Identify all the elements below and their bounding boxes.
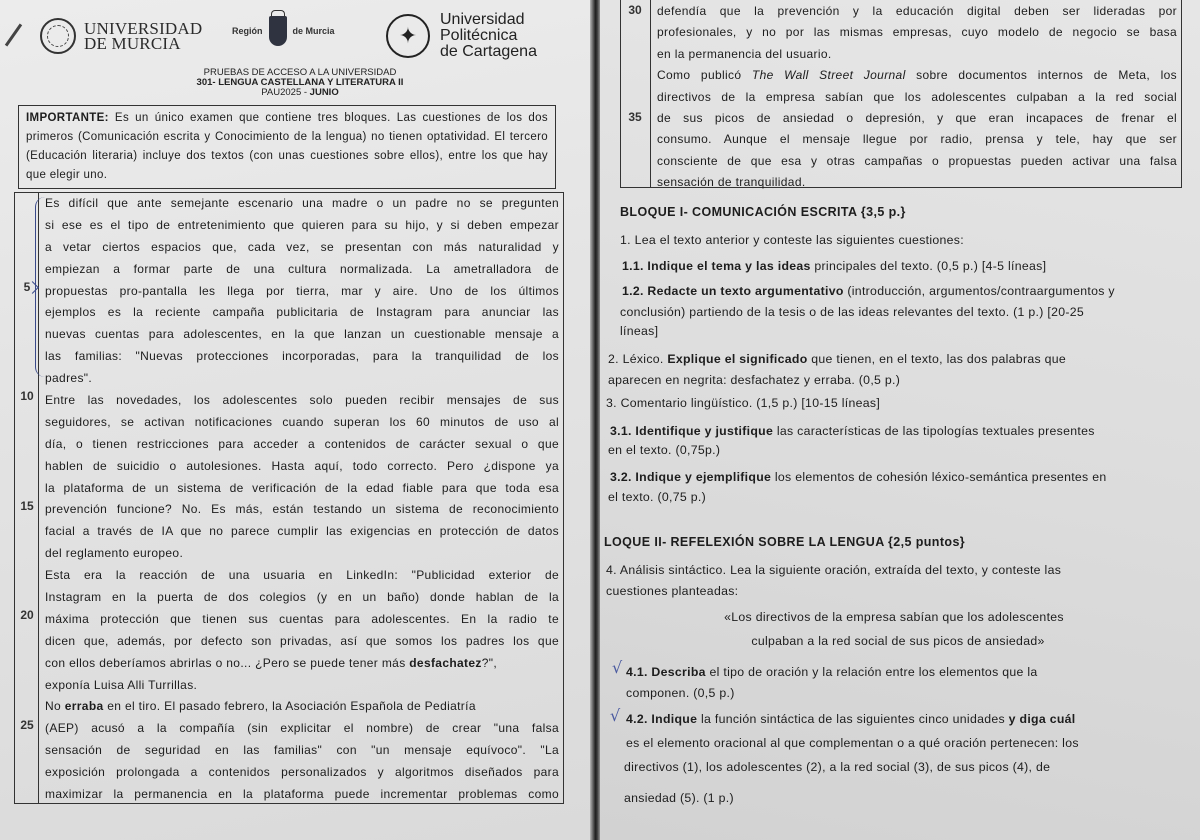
bold-word-erraba: erraba — [64, 699, 104, 714]
text-fragment: sobre documentos internos de Meta, los — [905, 68, 1177, 83]
logo-upct-line3: de Cartagena — [440, 43, 537, 60]
text-line: en la permanencia del usuario. — [657, 46, 832, 61]
text-fragment: en el tiro. El pasado febrero, la Asociación Española de Pediatría — [103, 699, 476, 714]
text-line: sensación de tranquilidad. — [657, 175, 806, 190]
question-3-1 — [610, 424, 1095, 438]
text-line: profesionales, y no por las mismas empresas, cuyo modelo de negocio se basa — [657, 25, 1177, 40]
q-bold: 4.2. Indique — [626, 712, 698, 726]
q-text: que tienen, en el texto, las dos palabras que — [807, 352, 1067, 366]
q-text: las características de las tipologías textuales presentes — [773, 424, 1095, 438]
question-2 — [608, 352, 1066, 366]
line-number: 5 — [23, 280, 31, 294]
text-line: día, o tienen restricciones para acceder a contenidos de carácter sexual o que — [45, 436, 559, 451]
text-line: defendía que la prevención y la educación digital deben ser lideradas por — [657, 4, 1177, 18]
q-bold: y diga cuál — [1008, 712, 1076, 726]
text-line: nuevas cuentas para adolescentes, en la que lanzan un cuestionable mensaje a — [45, 327, 559, 342]
notice-label: IMPORTANTE: — [26, 112, 109, 124]
logo-um-line2: DE MURCIA — [84, 34, 181, 53]
italic-wsj: The Wall Street Journal — [751, 68, 906, 83]
text-line: de sus picos de ansiedad o depresión, y que eran incapaces de frenar el — [657, 110, 1177, 125]
question-4-1 — [626, 665, 1038, 679]
text-line: prevención funcione? No. Es más, están testando un sistema de reconocimiento — [45, 502, 559, 517]
text-line: consciente de que esa y otras campañas o propuestas pueden activar una falsa — [657, 153, 1177, 168]
notice-text: Es un único examen que contiene tres bloques. Las cuestiones de los dos primeros (Comunicación escrita y Conocimiento de la lengua) no tienen optatividad. El tercero (Educación literaria) incluye dos textos (con unas cuestiones sobre ellos), entre los que hay que elegir uno. — [26, 112, 548, 181]
reading-text-lines — [41, 193, 559, 806]
text-fragment: No — [45, 699, 65, 714]
text-line: Instagram en la puerta de dos colegios (y en un baño) donde hablan de la — [45, 590, 559, 605]
line-number: 20 — [20, 608, 34, 622]
question-4-2 — [626, 712, 1076, 726]
exam-title-line2: 301- LENGUA CASTELLANA Y LITERATURA II — [196, 77, 404, 88]
logo-upct-line2: Politécnica — [440, 27, 518, 44]
text-line: empiezan a formar parte de una cultura normalizada. La ametralladora de — [45, 261, 559, 276]
question-1-2 — [622, 284, 1115, 298]
bloque2-heading: LOQUE II- REFELEXIÓN SOBRE LA LENGUA {2,5 puntos} — [604, 535, 966, 549]
line-number: 25 — [20, 718, 34, 732]
text-line: las familias: "Nuevas protecciones incorporadas, para la tranquilidad de los — [45, 349, 559, 364]
q-bold: Explique el significado — [667, 352, 808, 366]
question-1-2-line3: líneas] — [620, 324, 659, 338]
text-line: Esta era la reacción de una usuaria en LinkedIn: "Publicidad exterior de — [45, 568, 559, 583]
text-line: si ese es el tipo de entretenimiento que quieren para su hijo, y si deben empezar — [45, 217, 559, 232]
text-line: maximizar la permanencia en la plataforma puede incrementar problemas como — [45, 787, 559, 802]
question-3-2-line2: el texto. (0,75 p.) — [608, 490, 706, 504]
text-line: exposición prolongada a contenidos personalizados y algoritmos diseñados para — [45, 765, 559, 780]
text-line: seguidores, se activan notificaciones cuando superan los 60 minutos de uso al — [45, 414, 559, 429]
q-bold: 3.2. Indique y ejemplifique — [610, 470, 772, 484]
line-number-column — [621, 0, 651, 187]
text-fragment: con ellos deberíamos abrirlas o no... ¿Pero se puede tener más — [45, 655, 410, 670]
q-text: los elementos de cohesión léxico-semántica presentes en — [771, 470, 1107, 484]
text-line: sensación de seguridad en las familias" con "un mensaje equívoco". "La — [45, 743, 559, 758]
text-line: a vetar ciertos espacios que, cada vez, se presentan con más naturalidad y — [45, 239, 559, 254]
question-4-2-line4: ansiedad (5). (1 p.) — [624, 791, 734, 805]
logo-um-line1: UNIVERSIDAD — [84, 19, 203, 38]
exam-session: JUNIO — [309, 87, 339, 98]
q-text: (introducción, argumentos/contraargumentos y — [843, 284, 1115, 298]
question-3: 3. Comentario lingüístico. (1,5 p.) [10-15 líneas] — [606, 396, 881, 410]
line-number: 30 — [628, 3, 642, 17]
question-1-2-line2: conclusión) partiendo de la tesis o de las ideas relevantes del texto. (1 p.) [20-25 — [620, 305, 1085, 319]
text-line: padres". — [45, 371, 93, 386]
text-line: consumo. Aunque el mensaje llegue por radio, prensa y tele, hay que ser — [657, 132, 1177, 147]
question-3-1-line2: en el texto. (0,75p.) — [608, 443, 721, 457]
logo-upct-line1: Universidad — [440, 11, 525, 28]
q-text: el tipo de oración y la relación entre los elementos que la — [705, 665, 1038, 679]
q-text: principales del texto. (0,5 p.) [4-5 líneas] — [810, 259, 1047, 273]
exam-title-line3 — [150, 88, 450, 98]
q-text: la función sintáctica de las siguientes cinco unidades — [697, 712, 1009, 726]
question-4-1-line2: componen. (0,5 p.) — [626, 686, 735, 700]
q-bold: 1.1. Indique el tema y las ideas — [622, 259, 811, 273]
text-fragment: Como publicó — [657, 68, 752, 83]
line-number: 10 — [20, 389, 34, 403]
line-number: 15 — [20, 499, 34, 513]
pen-mark — [5, 23, 22, 46]
text-line-erraba — [41, 696, 559, 718]
upct-seal-icon: ✦ — [386, 14, 430, 58]
question-3-2 — [610, 470, 1107, 484]
bold-word-desfachatez: desfachatez — [409, 655, 482, 670]
question-2-line2: aparecen en negrita: desfachatez y erraba. (0,5 p.) — [608, 373, 901, 387]
reading-text-box-continued — [620, 0, 1182, 188]
reading-text-lines — [653, 1, 1177, 194]
reading-text-box — [14, 192, 564, 804]
exam-title-line1: PRUEBAS DE ACCESO A LA UNIVERSIDAD — [203, 67, 397, 78]
text-line: directivos de la empresa sabían que los adolescentes culpaban a la red social — [657, 89, 1177, 104]
text-line-wsj — [653, 65, 1177, 86]
bloque1-heading: BLOQUE I- COMUNICACIÓN ESCRITA {3,5 p.} — [620, 205, 906, 219]
exam-page-left — [0, 0, 592, 840]
text-line: la plataforma de un sistema de verificación de la edad fiable para que toda esa — [45, 480, 559, 495]
text-fragment: ?", — [481, 655, 498, 670]
quoted-sentence-line2: culpaban a la red social de sus picos de ansiedad» — [751, 634, 1045, 648]
text-line: Es difícil que ante semejante escenario una madre o un padre no se pregunten — [45, 196, 559, 210]
question-4-2-line2: es el elemento oracional al que complementan o a qué oración pertenecen: los — [626, 736, 1079, 750]
line-number: 35 — [628, 110, 642, 124]
exam-session-prefix: PAU2025 - — [261, 87, 310, 98]
text-line: Entre las novedades, los adolescentes solo pueden recibir mensajes de sus — [45, 393, 559, 408]
exam-page-right — [600, 0, 1200, 840]
text-line: dicen que, además, por defecto son privadas, así que somos los padres los que — [45, 633, 559, 648]
question-4-2-line3: directivos (1), los adolescentes (2), a la red social (3), de sus picos (4), de — [624, 760, 1051, 774]
logo-upct — [386, 12, 537, 60]
q-bold: 1.2. Redacte un texto argumentativo — [622, 284, 844, 298]
logo-rm-right: de Murcia — [292, 26, 335, 36]
question-4-line2: cuestiones planteadas: — [606, 584, 739, 598]
text-line: ejemplos es la reciente campaña publicitaria de Instagram para anunciar las — [45, 305, 559, 320]
question-4: 4. Análisis sintáctico. Lea la siguiente oración, extraída del texto, y conteste las — [606, 563, 1062, 577]
q-bold: 3.1. Identifique y justifique — [610, 424, 774, 438]
question-1: 1. Lea el texto anterior y conteste las siguientes cuestiones: — [620, 233, 964, 247]
text-line-desfachatez — [41, 653, 559, 675]
question-1-1 — [622, 259, 1046, 273]
text-line: máxima protección que tienen sus cuentas para adolescentes. En la radio te — [45, 611, 559, 626]
text-line: del reglamento europeo. — [45, 546, 184, 561]
handwritten-check-icon: √ — [610, 706, 621, 725]
text-line: propuestas pro-pantalla les llega por tierra, mar y aire. Uno de los últimos — [45, 283, 559, 298]
logo-universidad-murcia — [40, 18, 202, 54]
logo-region-murcia — [232, 16, 335, 46]
quoted-sentence-line1: «Los directivos de la empresa sabían que los adolescentes — [724, 610, 1064, 624]
text-line: exponía Luisa Alli Turrillas. — [45, 677, 198, 692]
crown-shield-icon — [269, 16, 287, 46]
important-notice — [18, 105, 556, 189]
exam-title — [150, 68, 450, 98]
handwritten-check-icon: √ — [612, 658, 623, 677]
text-line: hablen de suicidio o autolesiones. Hasta aquí, todo correcto. Pero ¿dispone ya — [45, 458, 559, 473]
text-line: (AEP) acusó a la compañía (sin explicitar el nombre) de crear "una falsa — [45, 721, 559, 736]
logo-rm-left: Región — [232, 26, 263, 36]
q-text: 2. Léxico. — [608, 352, 668, 366]
university-seal-icon — [40, 18, 76, 54]
text-line: facial a través de IA que no parece cumplir las exigencias en protección de datos — [45, 524, 559, 539]
q-bold: 4.1. Describa — [626, 665, 706, 679]
